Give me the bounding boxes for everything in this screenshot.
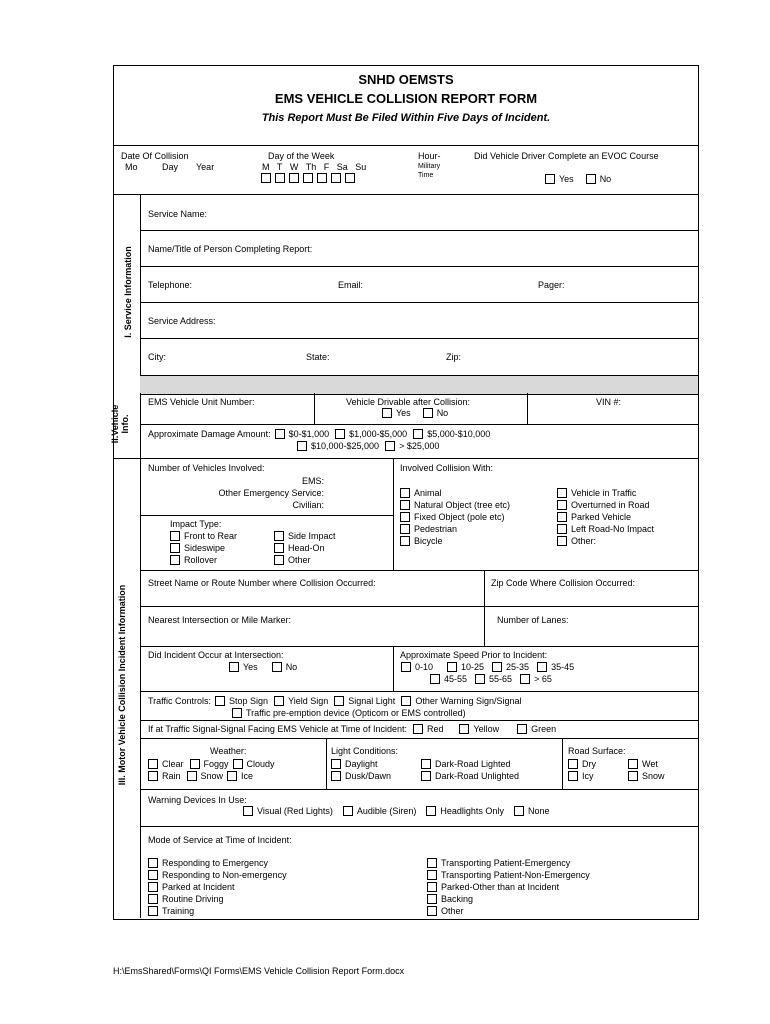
speed-checkbox[interactable] (430, 674, 440, 684)
speed-option: 35-45 (551, 662, 575, 672)
involved-checkbox[interactable] (557, 488, 567, 498)
involved-option: Pedestrian (414, 524, 458, 534)
drivable-no-checkbox[interactable] (423, 408, 433, 418)
dow-label: Day of the Week (268, 151, 335, 161)
damage-checkbox[interactable] (413, 429, 423, 439)
involved-checkbox[interactable] (400, 524, 410, 534)
row-divider (140, 338, 698, 339)
dow-letters (262, 162, 366, 172)
impact-option: Other (288, 555, 311, 565)
damage-option: $0-$1,000 (288, 429, 330, 439)
speed-checkbox[interactable] (401, 662, 411, 672)
light-option: Dark-Road Unlighted (435, 771, 520, 781)
involved-label: Involved Collision With: (400, 463, 494, 473)
mode-option: Other (441, 906, 464, 916)
warning-label: Warning Devices In Use: (148, 795, 247, 805)
control-option: Signal Light (348, 696, 396, 706)
involved-checkbox[interactable] (400, 488, 410, 498)
dow-checkbox[interactable] (345, 173, 355, 183)
control-checkbox[interactable] (274, 696, 284, 706)
involved-checkbox[interactable] (557, 536, 567, 546)
section-ii-label (110, 394, 130, 454)
weather-label: Weather: (210, 746, 247, 756)
dow-checkbox[interactable] (289, 173, 299, 183)
light-option: Daylight (345, 759, 378, 769)
evoc-no-label: No (599, 174, 612, 184)
speed-option: 55-65 (489, 674, 513, 684)
road-option: Snow (642, 771, 665, 781)
section-divider (113, 194, 699, 195)
cell-divider (393, 458, 394, 570)
speed-checkbox[interactable] (537, 662, 547, 672)
control-option: Stop Sign (229, 696, 269, 706)
zip-label: Zip: (446, 352, 462, 362)
impact-checkbox[interactable] (274, 555, 284, 565)
damage-row-1 (148, 429, 490, 439)
signal-row (148, 724, 556, 734)
damage-label: Approximate Damage Amount: (148, 429, 271, 439)
impact-checkbox[interactable] (274, 543, 284, 553)
dow-checkbox[interactable] (275, 173, 285, 183)
mode-left (148, 857, 287, 917)
mode-checkbox[interactable] (148, 882, 158, 892)
row-divider (140, 606, 698, 607)
org-title: SNHD OEMSTS (358, 72, 454, 87)
form-subtitle: This Report Must Be Filed Within Five Days of Incident. (261, 112, 551, 124)
intersection-no-checkbox[interactable] (272, 662, 282, 672)
warning-checkbox[interactable] (243, 806, 253, 816)
row-divider (140, 646, 698, 647)
intersection-options (229, 662, 297, 672)
mode-option: Transporting Patient-Emergency (441, 858, 571, 868)
light-options-left (331, 758, 391, 782)
involved-checkbox[interactable] (400, 500, 410, 510)
speed-checkbox[interactable] (492, 662, 502, 672)
impact-checkbox[interactable] (170, 555, 180, 565)
email-label: Email: (338, 280, 364, 290)
damage-option: > $25,000 (399, 441, 440, 451)
impact-checkbox[interactable] (274, 531, 284, 541)
dow-f: F (323, 162, 330, 172)
road-label: Road Surface: (568, 746, 626, 756)
dow-m: M (262, 162, 270, 172)
controls-row (148, 696, 522, 706)
damage-option: $10,000-$25,000 (311, 441, 380, 451)
dow-th: Th (305, 162, 317, 172)
involved-checkbox[interactable] (400, 536, 410, 546)
section-i-rule (140, 194, 141, 375)
lanes-label: Number of Lanes: (497, 615, 569, 625)
drivable-yes-checkbox[interactable] (382, 408, 392, 418)
involved-left (400, 487, 510, 547)
row-divider (140, 720, 698, 721)
row-divider (140, 826, 698, 827)
service-name-label: Service Name: (148, 209, 208, 219)
involved-option: Left Road-No Impact (571, 524, 655, 534)
control-checkbox[interactable] (334, 696, 344, 706)
mode-checkbox[interactable] (427, 870, 437, 880)
mode-option: Routine Driving (162, 894, 224, 904)
control-checkbox[interactable] (401, 696, 411, 706)
mode-checkbox[interactable] (427, 894, 437, 904)
row-divider (140, 302, 698, 303)
cell-divider (527, 393, 528, 424)
mode-option: Parked at Incident (162, 882, 235, 892)
impact-right (274, 530, 336, 566)
light-checkbox[interactable] (421, 771, 431, 781)
mode-option: Responding to Non-emergency (162, 870, 287, 880)
dow-checkbox[interactable] (331, 173, 341, 183)
row-divider (140, 266, 698, 267)
weather-option: Rain (162, 771, 181, 781)
speed-option: 45-55 (444, 674, 468, 684)
cell-divider (393, 646, 394, 691)
date-label: Date Of Collision (121, 151, 189, 161)
signal-option: Green (531, 724, 557, 734)
num-vehicles-label: Number of Vehicles Involved: (148, 463, 265, 473)
involved-option: Natural Object (tree etc) (414, 500, 511, 510)
row-divider (140, 424, 698, 425)
marker-label: Nearest Intersection or Mile Marker: (148, 615, 292, 625)
evoc-options (545, 174, 611, 184)
drivable-label: Vehicle Drivable after Collision: (346, 397, 471, 407)
speed-checkbox[interactable] (475, 674, 485, 684)
control-option: Other Warning Sign/Signal (415, 696, 522, 706)
hour-label: Hour- (418, 151, 441, 161)
impact-option: Rollover (184, 555, 218, 565)
warning-options (243, 806, 549, 816)
involved-checkbox[interactable] (557, 500, 567, 510)
signal-checkbox[interactable] (459, 724, 469, 734)
vin-label: VIN #: (596, 397, 622, 407)
road-option: Dry (582, 759, 596, 769)
drivable-no-label: No (436, 408, 449, 418)
light-option: Dark-Road Lighted (435, 759, 511, 769)
footer-path: H:\EmsShared\Forms\QI Forms\EMS Vehicle Collision Report Form.docx (113, 966, 405, 976)
date-year: Year (196, 162, 215, 172)
evoc-yes-checkbox[interactable] (545, 174, 555, 184)
ems-label: EMS: (301, 476, 324, 486)
intersection-yes-label: Yes (243, 662, 258, 672)
mode-checkbox[interactable] (148, 858, 158, 868)
military-label: Military (418, 163, 441, 170)
road-checkbox[interactable] (568, 771, 578, 781)
dow-w: W (289, 162, 299, 172)
road-checkbox[interactable] (628, 771, 638, 781)
warning-option: None (527, 806, 550, 816)
weather-checkbox[interactable] (227, 771, 237, 781)
speed-checkbox[interactable] (520, 674, 530, 684)
civilian-label: Civilian: (292, 500, 324, 510)
light-options-right (421, 758, 519, 782)
mode-option: Responding to Emergency (162, 858, 269, 868)
speed-option: 0-10 (415, 662, 434, 672)
signal-checkbox[interactable] (517, 724, 527, 734)
unit-label: EMS Vehicle Unit Number: (148, 397, 255, 407)
intersection-no-label: No (285, 662, 298, 672)
damage-checkbox[interactable] (385, 441, 395, 451)
impact-option: Sideswipe (184, 543, 226, 553)
dow-su: Su (355, 162, 367, 172)
impact-checkbox[interactable] (170, 531, 180, 541)
form-title: EMS VEHICLE COLLISION REPORT FORM (274, 91, 538, 106)
impact-option: Side Impact (288, 531, 336, 541)
preemption-checkbox[interactable] (232, 708, 242, 718)
time-label: Time (418, 172, 434, 179)
evoc-label: Did Vehicle Driver Complete an EVOC Course (474, 151, 659, 161)
zip-code-label: Zip Code Where Collision Occurred: (491, 578, 636, 588)
road-options-left (568, 758, 596, 782)
signal-option: Red (426, 724, 444, 734)
weather-checkbox[interactable] (233, 759, 243, 769)
cell-divider (326, 738, 327, 789)
section-ii-line1: II.Vehicle (110, 404, 120, 444)
road-checkbox[interactable] (568, 759, 578, 769)
intersection-yes-checkbox[interactable] (229, 662, 239, 672)
section-ii-rule (140, 393, 141, 458)
cell-divider (484, 570, 485, 606)
section-band (140, 375, 698, 395)
signal-checkbox[interactable] (413, 724, 423, 734)
involved-option: Overturned in Road (571, 500, 650, 510)
address-label: Service Address: (148, 316, 216, 326)
involved-option: Vehicle in Traffic (571, 488, 637, 498)
light-label: Light Conditions: (331, 746, 399, 756)
cell-divider (314, 393, 315, 424)
mode-checkbox[interactable] (148, 906, 158, 916)
street-label: Street Name or Route Number where Collision Occurred: (148, 578, 376, 588)
damage-checkbox[interactable] (297, 441, 307, 451)
drivable-options (382, 408, 448, 418)
damage-checkbox[interactable] (275, 429, 285, 439)
involved-checkbox[interactable] (400, 512, 410, 522)
warning-option: Visual (Red Lights) (257, 806, 333, 816)
other-emergency-label: Other Emergency Service: (218, 488, 324, 498)
impact-option: Front to Rear (184, 531, 238, 541)
row-divider (140, 570, 698, 571)
mode-right (427, 857, 590, 917)
warning-checkbox[interactable] (426, 806, 436, 816)
weather-checkbox[interactable] (187, 771, 197, 781)
mode-label: Mode of Service at Time of Incident: (148, 835, 292, 845)
impact-left (170, 530, 237, 566)
involved-right (557, 487, 654, 547)
speed-option: 25-35 (506, 662, 530, 672)
speed-row-1 (401, 662, 574, 672)
speed-option: 10-25 (461, 662, 485, 672)
road-option: Icy (582, 771, 594, 781)
light-checkbox[interactable] (331, 759, 341, 769)
light-checkbox[interactable] (421, 759, 431, 769)
weather-option: Clear (162, 759, 184, 769)
warning-checkbox[interactable] (343, 806, 353, 816)
control-checkbox[interactable] (215, 696, 225, 706)
dow-checkbox[interactable] (317, 173, 327, 183)
warning-option: Headlights Only (440, 806, 504, 816)
weather-option: Ice (241, 771, 254, 781)
mode-checkbox[interactable] (148, 870, 158, 880)
light-option: Dusk/Dawn (345, 771, 392, 781)
mode-option: Backing (441, 894, 474, 904)
damage-option: $1,000-$5,000 (349, 429, 408, 439)
row-divider (140, 691, 698, 692)
state-label: State: (306, 352, 330, 362)
damage-checkbox[interactable] (335, 429, 345, 439)
row-divider (140, 230, 698, 231)
weather-option: Cloudy (246, 759, 275, 769)
speed-option: > 65 (534, 674, 552, 684)
section-ii-line2: Info. (120, 414, 130, 434)
dow-t: T (276, 162, 283, 172)
section-i-label: I. Service Information (123, 246, 133, 338)
damage-row-2 (297, 441, 439, 451)
involved-option: Parked Vehicle (571, 512, 632, 522)
section-iii-rule (140, 458, 141, 918)
mode-checkbox[interactable] (427, 906, 437, 916)
speed-checkbox[interactable] (447, 662, 457, 672)
section-iii-label: III. Motor Vehicle Collision Incident Information (117, 584, 127, 786)
dow-checkbox[interactable] (303, 173, 313, 183)
involved-checkbox[interactable] (557, 524, 567, 534)
light-checkbox[interactable] (331, 771, 341, 781)
at-intersection-label: Did Incident Occur at Intersection: (148, 650, 284, 660)
telephone-label: Telephone: (148, 280, 193, 290)
road-options-right (628, 758, 665, 782)
dow-sa: Sa (336, 162, 348, 172)
mode-option: Transporting Patient-Non-Emergency (441, 870, 590, 880)
weather-options (148, 758, 275, 782)
person-label: Name/Title of Person Completing Report: (148, 244, 313, 254)
mode-checkbox[interactable] (148, 894, 158, 904)
evoc-yes-label: Yes (559, 174, 574, 184)
road-option: Wet (642, 759, 658, 769)
control-option: Yield Sign (288, 696, 329, 706)
warning-option: Audible (Siren) (356, 806, 417, 816)
damage-option: $5,000-$10,000 (427, 429, 491, 439)
cell-divider (484, 606, 485, 646)
date-mo: Mo (125, 162, 138, 172)
speed-row-2 (430, 674, 552, 684)
speed-label: Approximate Speed Prior to Incident: (400, 650, 548, 660)
city-label: City: (148, 352, 166, 362)
dow-checkboxes (261, 173, 359, 183)
signal-label: If at Traffic Signal-Signal Facing EMS Vehicle at Time of Incident: (148, 724, 407, 734)
mode-option: Parked-Other than at Incident (441, 882, 560, 892)
section-divider (113, 458, 699, 459)
preemption-label: Traffic pre-emption device (Opticom or EMS controlled) (246, 708, 466, 718)
signal-option: Yellow (473, 724, 500, 734)
evoc-no-checkbox[interactable] (586, 174, 596, 184)
weather-option: Foggy (203, 759, 229, 769)
cell-divider (562, 738, 563, 789)
date-day: Day (162, 162, 179, 172)
impact-option: Head-On (288, 543, 325, 553)
drivable-yes-label: Yes (396, 408, 411, 418)
road-checkbox[interactable] (628, 759, 638, 769)
pager-label: Pager: (538, 280, 565, 290)
involved-option: Bicycle (414, 536, 443, 546)
weather-option: Snow (200, 771, 224, 781)
weather-checkbox[interactable] (148, 759, 158, 769)
controls-label: Traffic Controls: (148, 696, 212, 706)
warning-checkbox[interactable] (514, 806, 524, 816)
involved-option: Animal (414, 488, 442, 498)
row-divider (140, 789, 698, 790)
mode-checkbox[interactable] (427, 882, 437, 892)
mode-option: Training (162, 906, 195, 916)
header-divider (113, 145, 699, 146)
involved-option: Other: (571, 536, 597, 546)
row-divider (140, 738, 698, 739)
impact-divider (140, 515, 393, 516)
weather-checkbox[interactable] (148, 771, 158, 781)
mode-checkbox[interactable] (427, 858, 437, 868)
weather-checkbox[interactable] (190, 759, 200, 769)
impact-checkbox[interactable] (170, 543, 180, 553)
impact-type-label: Impact Type: (170, 519, 222, 529)
dow-checkbox[interactable] (261, 173, 271, 183)
involved-checkbox[interactable] (557, 512, 567, 522)
preemption-row (232, 708, 466, 718)
involved-option: Fixed Object (pole etc) (414, 512, 505, 522)
